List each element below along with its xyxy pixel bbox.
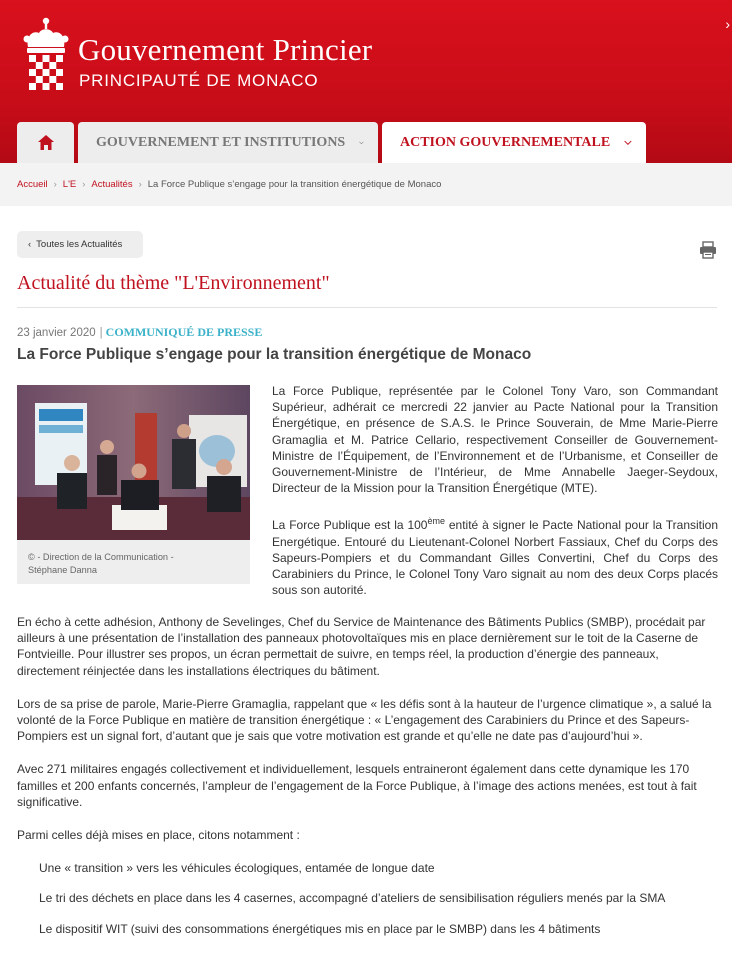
article-meta: [17, 325, 262, 340]
print-icon[interactable]: [699, 241, 717, 259]
meta-separator: |: [99, 327, 103, 339]
tab-action-gouvernementale[interactable]: [382, 122, 646, 163]
list-item: Le dispositif WIT (suivi des consommations énergétiques mis en place par le SMBP) dans les 4 bâtiments: [39, 921, 601, 936]
breadcrumb-current: La Force Publique s’engage pour la transition énergétique de Monaco: [147, 179, 442, 190]
breadcrumb-separator: ›: [53, 179, 57, 190]
tab-label: GOUVERNEMENT ET INSTITUTIONS: [96, 134, 346, 150]
main-nav: [17, 122, 646, 163]
chevron-down-icon: [624, 139, 632, 147]
list-item: Le tri des déchets en place dans les 4 casernes, accompagné d’ateliers de sensibilisation réguliers menés par la SMA: [39, 891, 666, 906]
article-date: 23 janvier 2020: [17, 327, 96, 339]
photo-caption: [28, 551, 174, 577]
article-category[interactable]: COMMUNIQUÉ DE PRESSE: [105, 325, 263, 339]
back-to-news-button[interactable]: [17, 231, 143, 258]
article-title: La Force Publique s’engage pour la transition énergétique de Monaco: [17, 346, 532, 363]
breadcrumb-separator: ›: [82, 179, 86, 190]
tab-gouvernement-institutions[interactable]: [78, 122, 378, 163]
breadcrumb: [0, 163, 732, 206]
chevron-right-icon[interactable]: ›: [725, 16, 730, 32]
paragraph: [272, 513, 718, 598]
article-photo[interactable]: [17, 385, 250, 540]
photo-card: [17, 385, 250, 584]
tab-label: ACTION GOUVERNEMENTALE: [400, 134, 611, 150]
chevron-down-icon: [359, 139, 364, 147]
home-icon: [38, 135, 54, 150]
paragraph: Avec 271 militaires engagés collectivement et individuellement, lesquels entraineront également dans cette dynamique les 170 familles et 200 enfants concernés, l’ampleur de l’engagement de la Force Publique, à l’image des actions menées, est tout à fait significative.: [17, 762, 697, 809]
breadcrumb-actualites-link[interactable]: Actualités: [91, 179, 133, 190]
divider: [17, 307, 717, 308]
nav-home-tab[interactable]: [17, 122, 74, 163]
paragraph: La Force Publique, représentée par le Colonel Tony Varo, son Commandant Supérieur, adhérait ce mercredi 22 janvier au Pacte National pour la Transition Énergétique, en présence de S.A.S. le Prince Souverain, de Mme Marie-Pierre Gramaglia et M. Patrice Cellario, respectivement Conseiller de Gouvernement-Ministre de l’Équipement, de l’Environnement et de l’Urbanisme, et Conseiller de Gouvernement-Ministre de l’Intérieur, de Mme Annabelle Jaeger-Seydoux, Directeur de la Mission pour la Transition Énergétique (MTE).: [272, 384, 718, 496]
breadcrumb-le-link[interactable]: L'E: [62, 179, 77, 190]
paragraph: Lors de sa prise de parole, Marie-Pierre Gramaglia, rappelant que « les défis sont à la hauteur de l’urgence climatique », a salué la volonté de la Force Publique en matière de transition énergétique : « L’engagement des Carabiniers du Prince et des Sapeurs-Pompiers est un signal fort, d’autant que je sais que votre motivation est grande et qu’elle ne date pas d’aujourd’hui ».: [17, 696, 712, 744]
article-lead: [272, 383, 718, 615]
article-body: [17, 614, 718, 951]
signing-ceremony-photo: [17, 385, 250, 540]
caption-line: © - Direction de la Communication -: [28, 552, 174, 562]
theme-title: Actualité du thème "L'Environnement": [17, 272, 330, 294]
paragraph-text: La Force Publique est la 100: [272, 518, 428, 533]
site-subtitle[interactable]: PRINCIPAUTÉ DE MONACO: [79, 71, 319, 90]
monaco-crown-logo-icon[interactable]: [22, 17, 70, 91]
paragraph: En écho à cette adhésion, Anthony de Sevelinges, Chef du Service de Maintenance des Bâtiments Publics (SMBP), procédait par ailleurs à une présentation de l’installation des panneaux photovoltaïques mis en place dernièrement sur le toit de la Caserne de Fontvieille. Pour illustrer ses propos, un écran permettait de suivre, en temps réel, la production d’énergie des panneaux, directement réinjectée dans les installations électriques du bâtiment.: [17, 615, 706, 678]
chevron-left-icon: ‹: [28, 239, 32, 250]
site-title[interactable]: Gouvernement Princier: [78, 32, 373, 67]
caption-line: Stéphane Danna: [28, 565, 97, 575]
paragraph-text: entité à signer le Pacte National pour la Transition Energétique. Entouré du Lieutenant-Colonel Norbert Fassiaux, Chef du Corps des Sapeurs-Pompiers et du Commandant Gilles Convertini, Chef du Corps des Carabiniers du Prince, le Colonel Tony Varo signait au nom des deux Corps placés sous son autorité.: [272, 518, 719, 598]
superscript: ème: [427, 516, 445, 527]
list-item: Une « transition » vers les véhicules écologiques, entamée de longue date: [39, 861, 435, 876]
breadcrumb-home-link[interactable]: Accueil: [17, 179, 48, 190]
paragraph: Parmi celles déjà mises en place, citons notamment :: [17, 828, 300, 843]
site-header: [0, 0, 732, 163]
back-button-label: Toutes les Actualités: [36, 239, 123, 250]
breadcrumb-separator: ›: [138, 179, 142, 190]
